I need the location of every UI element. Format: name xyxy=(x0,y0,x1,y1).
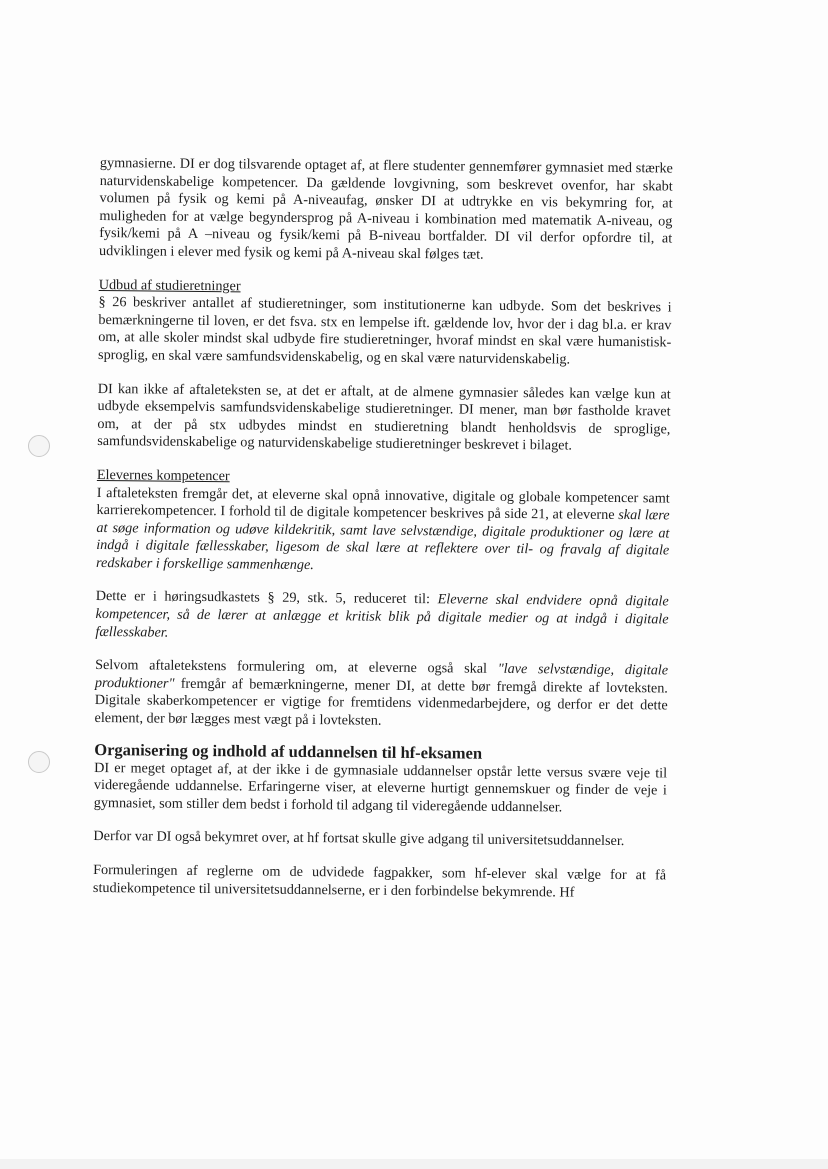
paragraph xyxy=(95,588,668,646)
paragraph-text: Selvom aftaletekstens formulering om, at eleverne også skal xyxy=(95,657,498,678)
punch-hole-icon xyxy=(28,751,50,773)
page-bottom-edge xyxy=(0,1159,828,1169)
quoted-text: "lave selvstændige, digitale produktioner" xyxy=(94,661,669,692)
paragraph-text: Dette er i høringsudkastets § 29, stk. 5, reduceret til: xyxy=(95,588,438,608)
subheading-kompetencer: Elevernes kompetencer xyxy=(96,466,230,485)
paragraph-text: I aftaleteksten fremgår det, at eleverne skal opnå innovative, digitale og globale kompetencer samt karrierekompetencer. I forhold til de digitale kompetencer beskrives på side 21, at eleverne xyxy=(96,484,670,524)
quoted-text: Eleverne skal endvidere opnå digitale kompetencer, så de lærer at anlægge et kritisk blik på digitale medier og at indgå i digitale fællesskaber. xyxy=(95,591,669,641)
paragraph xyxy=(95,657,669,733)
document-body xyxy=(93,155,673,903)
paragraph-text: fremgår af bemærkningerne, mener DI, at dette bør fremgå direkte af lovteksten. Digitale skaberkompetencer er vigtige for fremtidens videnmedarbejdere, og derfor er det dette element, der bør lægges mest vægt på i lovteksten. xyxy=(94,675,668,729)
paragraph: § 26 beskriver antallet af studieretninger, som institutionerne kan udbyde. Som det beskrives i bemærkningerne til loven, er det fsva. stx en lempelse ift. gældende lov, hvor der i dag bl.a. er krav om, at alle skoler mindst skal udbyde fire studieretninger, hvoraf mindst en skal være humanistisk-sproglig, en skal være samfundsvidenskabelig, og en skal være naturvidenskabelig. xyxy=(98,294,672,368)
quoted-text: skal lære at søge information og udøve kildekritik, samt lave selvstændige, digitale produktioner og lære at indgå i digitale fællesskaber, ligesom de skal lære at reflektere over til- og fravalg af digitale redskaber i forskellige sammenhænge. xyxy=(96,507,670,573)
punch-hole-icon xyxy=(28,435,50,457)
paragraph: gymnasierne. DI er dog tilsvarende optaget af, at flere studenter gennemfører gymnasiet med stærke naturvidenskabelige kompetencer. Da gældende lovgivning, som beskrevet ovenfor, har skabt volumen på fysik og kemi på A-niveaufag, ønsker DI at udtrykke en vis bekymring for, at muligheden for at vælge begyndersprog på A-niveau i kombination med matematik A-niveau, og fysik/kemi på A –niveau og fysik/kemi på B-niveau bortfalder. DI vil derfor opfordre til, at udviklingen i elever med fysik og kemi på A-niveau skal følges tæt. xyxy=(99,155,673,263)
subheading-studieretninger: Udbud af studieretninger xyxy=(98,276,241,294)
paragraph: DI kan ikke af aftaleteksten se, at det er aftalt, at de almene gymnasier således kan vælge kun at udbyde eksempelvis samfundsvidenskabelige studieretninger. DI mener, man bør fastholde kravet om, at der på stx udbydes mindst en studieretning blandt henholdsvis de sproglige, samfundsvidenskabelige og naturvidenskabelige studieretninger beskrevet i bilaget. xyxy=(97,380,671,454)
paragraph xyxy=(96,484,670,577)
paragraph: DI er meget optaget af, at der ikke i de gymnasiale uddannelser opstår lette versus svære veje til videregående uddannelse. Erfaringerne viser, at eleverne hurtigt gennemskuer og finder de veje i gymnasiet, som stiller dem bedst i forhold til adgang til videregående uddannelser. xyxy=(93,759,668,816)
section-heading: Organisering og indhold af uddannelsen til hf-eksamen xyxy=(94,739,483,763)
paragraph: Formuleringen af reglerne om de udvidede fagpakker, som hf-elever skal vælge for at få studiekompetence til universitetsuddannelserne, er i den forbindelse bekymrende. Hf xyxy=(92,861,667,901)
paragraph: Derfor var DI også bekymret over, at hf fortsat skulle give adgang til universitetsuddannelser. xyxy=(93,828,625,850)
